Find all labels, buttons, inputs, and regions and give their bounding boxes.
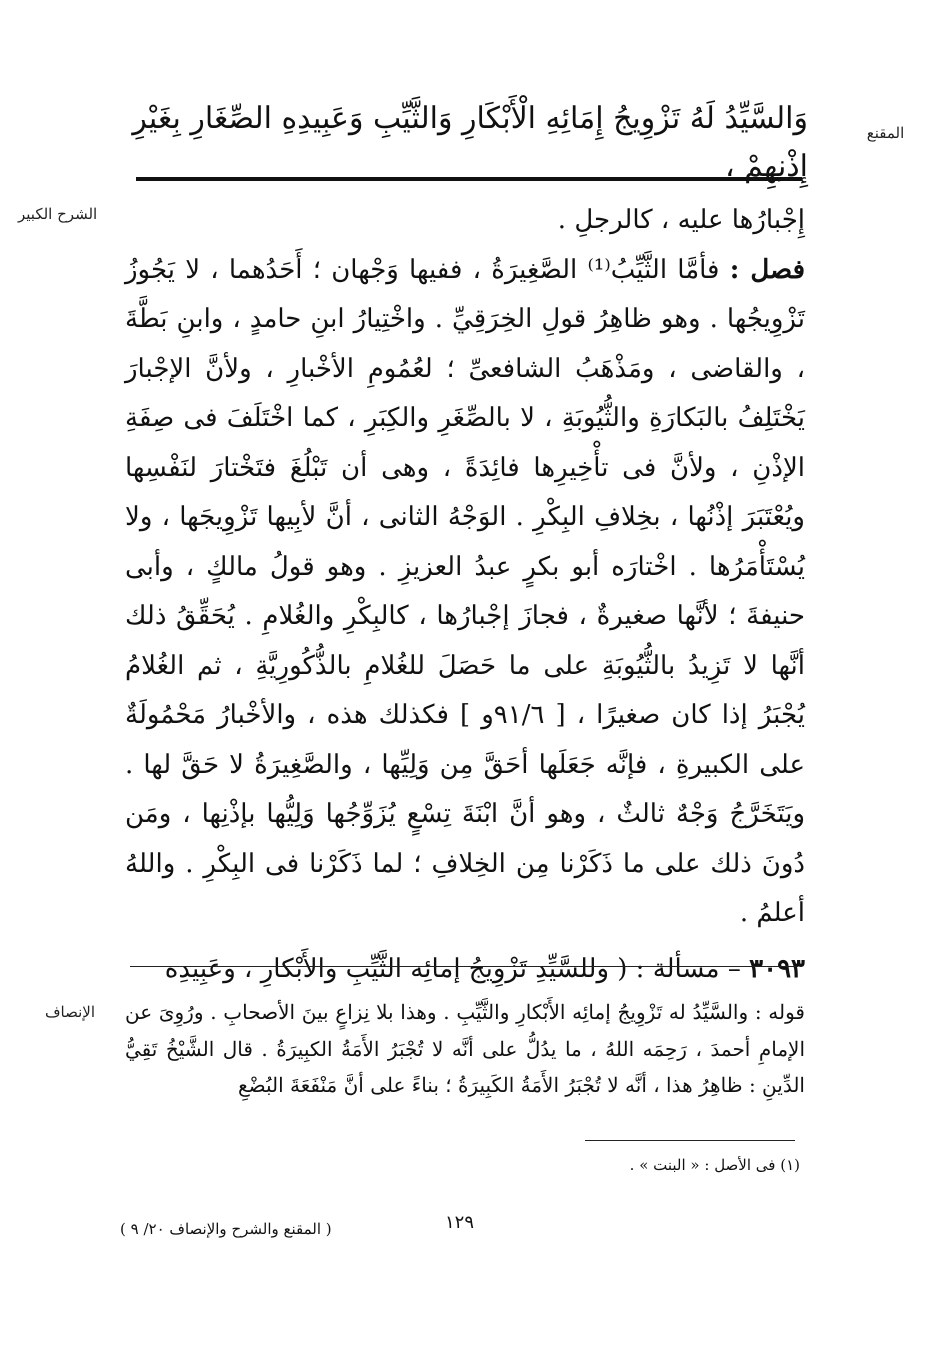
insaf-text: قوله : والسَّيِّدُ له تَزْوِيجُ إمائِه الأَبْكارِ والثَّيِّبِ . وهذا بلا نِزاعٍ بينَ الأصحابِ . ورُوِىَ عن الإمامِ أحمدَ ، رَحِمَه اللهُ ، ما يدُلُّ على أنَّه لا تُجْبَرُ الأَمَةُ الكبِيرَةُ . قال الشَّيْخُ تَقِيُّ الدِّينِ : ظاهِرُ هذا ، أنَّه لا تُجْبَرُ الأَمَةُ الكَبِيرَةُ ؛ بناءً على أنَّ مَنْفَعَةَ البُضْعِ [125, 1000, 805, 1097]
muqni-text: وَالسَّيِّدُ لَهُ تَزْوِيجُ إِمَائِهِ الْأَبْكَارِ وَالثَّيِّبِ وَعَبِيدِهِ الصِّغَارِ بِغَيْرِ إِذْنِهِمْ ، [132, 101, 808, 184]
margin-label-muqni: المقنع [866, 124, 905, 142]
sharh-section [125, 196, 805, 994]
print-signature: ( المقنع والشرح والإنصاف ٢٠/ ٩ ) [120, 1220, 332, 1238]
page-number: ١٢٩ [445, 1212, 475, 1233]
footnote: (١) فى الأصل : « البنت » . [629, 1156, 800, 1174]
masala-line [125, 945, 805, 995]
masala-number: ٣٠٩٣ [749, 953, 805, 984]
sharh-intro: إِجْبارُها عليه ، كالرجلِ . [557, 205, 805, 235]
sharh-fasl-paragraph [125, 246, 805, 939]
middle-divider [130, 966, 798, 967]
margin-label-sharh: الشرح الكبير [18, 205, 98, 223]
fasl-body: فأمَّا الثَّيِّبُ⁽¹⁾ الصَّغِيرَةُ ، ففيها وَجْهان ؛ أَحَدُهما ، لا يَجُوزُ تَزْوِيجُها . وهو ظاهِرُ قولِ الخِرَقِيِّ . واخْتِيارُ ابنِ حامدٍ ، وابنِ بَطَّةَ ، والقاضى ، ومَذْهَبُ الشافعىِّ ؛ لعُمُومِ الأخْبارِ ، ولأنَّ الإجْبارَ يَخْتَلِفُ بالبَكارَةِ والثُّيُوبَةِ ، لا بالصِّغَرِ والكِبَرِ ، كما اخْتَلَفَ فى صِفَةِ الإذْنِ ، ولأنَّ فى تأْخِيرِها فائِدَةً ، وهى أن تَبْلُغَ فتَخْتارَ لنَفْسِها ويُعْتَبَرَ إذْنُها ، بخِلافِ البِكْرِ . الوَجْهُ الثانى ، أنَّ لأبِيها تَزْوِيجَها ، ولا يُسْتَأْمَرُها . اخْتارَه أبو بكرٍ عبدُ العزيزِ . وهو قولُ مالكٍ ، وأبى حنيفةَ ؛ لأنَّها صغيرةٌ ، فجازَ إجْبارُها ، كالبِكْرِ والغُلامِ . يُحَقِّقُ ذلك أنَّها لا تَزِيدُ بالثُّيُوبَةِ على ما حَصَلَ للغُلامِ بالذُّكُورِيَّةِ ، ثم الغُلامُ يُجْبَرُ إذا كان صغيرًا ، [ ٩١/٦و ] فكذلك هذه ، والأخْبارُ مَحْمُولَةٌ على الكبيرةِ ، فإنَّه جَعَلَها أحَقَّ مِن وَلِيِّها ، والصَّغِيرَةُ لا حَقَّ لها . ويَتَخَرَّجُ وَجْهٌ ثالثٌ ، وهو أنَّ ابْنَةَ تِسْعٍ يُزَوِّجُها وَلِيُّها بإذْنِها ، ومَن دُونَ ذلك على ما ذَكَرْنا مِن الخِلافِ ؛ لما ذَكَرْنا فى البِكْرِ . واللهُ أعلمُ . [125, 254, 805, 928]
top-divider [136, 177, 802, 181]
footnote-divider [585, 1140, 795, 1141]
fasl-label: فصل : [729, 254, 806, 285]
masala-text: – مسألة : ( وللسَّيِّدِ تَزْوِيجُ إمائِه الثَّيِّبِ والأَبْكارِ ، وعَبِيدِه [164, 953, 741, 984]
margin-label-insaf: الإنصاف [45, 1003, 96, 1021]
